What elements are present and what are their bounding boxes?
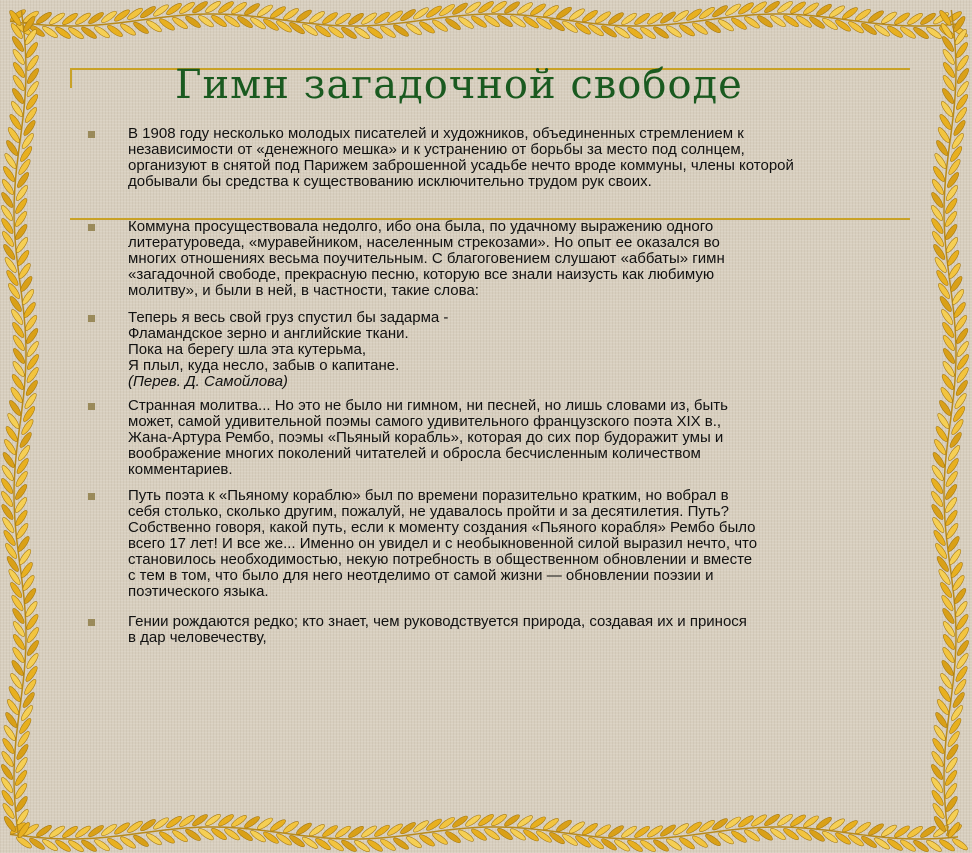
text-line: всего 17 лет! И все же... Именно он увидел и с необыкновенной силой выразил нечто, что	[128, 535, 758, 552]
text-line: может, самой удивительной поэмы самого удивительного французского поэта XIX в.,	[128, 413, 722, 430]
text-line: Путь поэта к «Пьяному кораблю» был по времени поразительно кратким, но вобрал в	[128, 487, 729, 504]
paragraph-6	[128, 614, 888, 646]
text-line: независимости от «денежного мешка» и к устранению от борьбы за место под солнцем,	[128, 141, 745, 158]
poem-quote	[128, 310, 888, 390]
text-line: с тем в том, что было для него неотделимо от самой жизни — обновлении поэзии и	[128, 567, 714, 584]
paragraph-4	[128, 398, 888, 478]
bullet-icon	[88, 131, 95, 138]
text-line: Собственно говоря, какой путь, если к моменту создания «Пьяного корабля» Рембо было	[128, 519, 756, 536]
bullet-icon	[88, 493, 95, 500]
text-line: воображение многих поколений читателей и обросла бесчисленным количеством	[128, 445, 701, 462]
title-left-rule	[70, 68, 72, 88]
bullet-icon	[88, 403, 95, 410]
text-line: литературоведа, «муравейником, населенным стрекозами». Но опыт ее оказался во	[128, 234, 720, 251]
page-title: Гимн загадочной свободе	[175, 62, 743, 108]
text-line: Жана-Артура Рембо, поэмы «Пьяный корабль», которая до сих пор будоражит умы и	[128, 429, 724, 446]
text-line: добывали бы средства к существованию исключительно трудом рук своих.	[128, 173, 652, 190]
paragraph-2	[128, 219, 888, 299]
poem-line: Фламандское зерно и английские ткани.	[128, 325, 409, 342]
text-line: Гении рождаются редко; кто знает, чем руководствуется природа, создавая их и принося	[128, 613, 747, 630]
poem-line: Теперь я весь свой груз спустил бы задарма -	[128, 309, 449, 326]
bullet-icon	[88, 224, 95, 231]
text-line: В 1908 году несколько молодых писателей и художников, объединенных стремлением к	[128, 125, 744, 142]
paragraph-1	[128, 126, 888, 190]
text-line: себя столько, сколько другим, пожалуй, не удавалось пройти и за десятилетия. Путь?	[128, 503, 729, 520]
text-line: организуют в снятой под Парижем заброшенной усадьбе нечто вроде коммуны, члены которой	[128, 157, 794, 174]
text-line: Странная молитва... Но это не было ни гимном, ни песней, но лишь словами из, быть	[128, 397, 728, 414]
bullet-icon	[88, 619, 95, 626]
translator-attribution: (Перев. Д. Самойлова)	[128, 373, 288, 390]
text-line: поэтического языка.	[128, 583, 269, 600]
text-line: многих отношениях весьма поучительным. С благоговением слушают «аббаты» гимн	[128, 250, 725, 267]
text-line: Коммуна просуществовала недолго, ибо она была, по удачному выражению одного	[128, 218, 714, 235]
text-line: становилось необходимостью, некую потребность в общественном обновлении и вместе	[128, 551, 753, 568]
text-line: в дар человечеству,	[128, 629, 267, 646]
text-line: «загадочной свободе, прекрасную песню, которую все знали наизусть как любимую	[128, 266, 715, 283]
text-line: комментариев.	[128, 461, 233, 478]
bullet-icon	[88, 315, 95, 322]
text-line: молитву», и были в ней, в частности, такие слова:	[128, 282, 479, 299]
poem-line: Я плыл, куда несло, забыв о капитане.	[128, 357, 400, 374]
paragraph-5	[128, 488, 888, 600]
poem-line: Пока на берегу шла эта кутерьма,	[128, 341, 366, 358]
